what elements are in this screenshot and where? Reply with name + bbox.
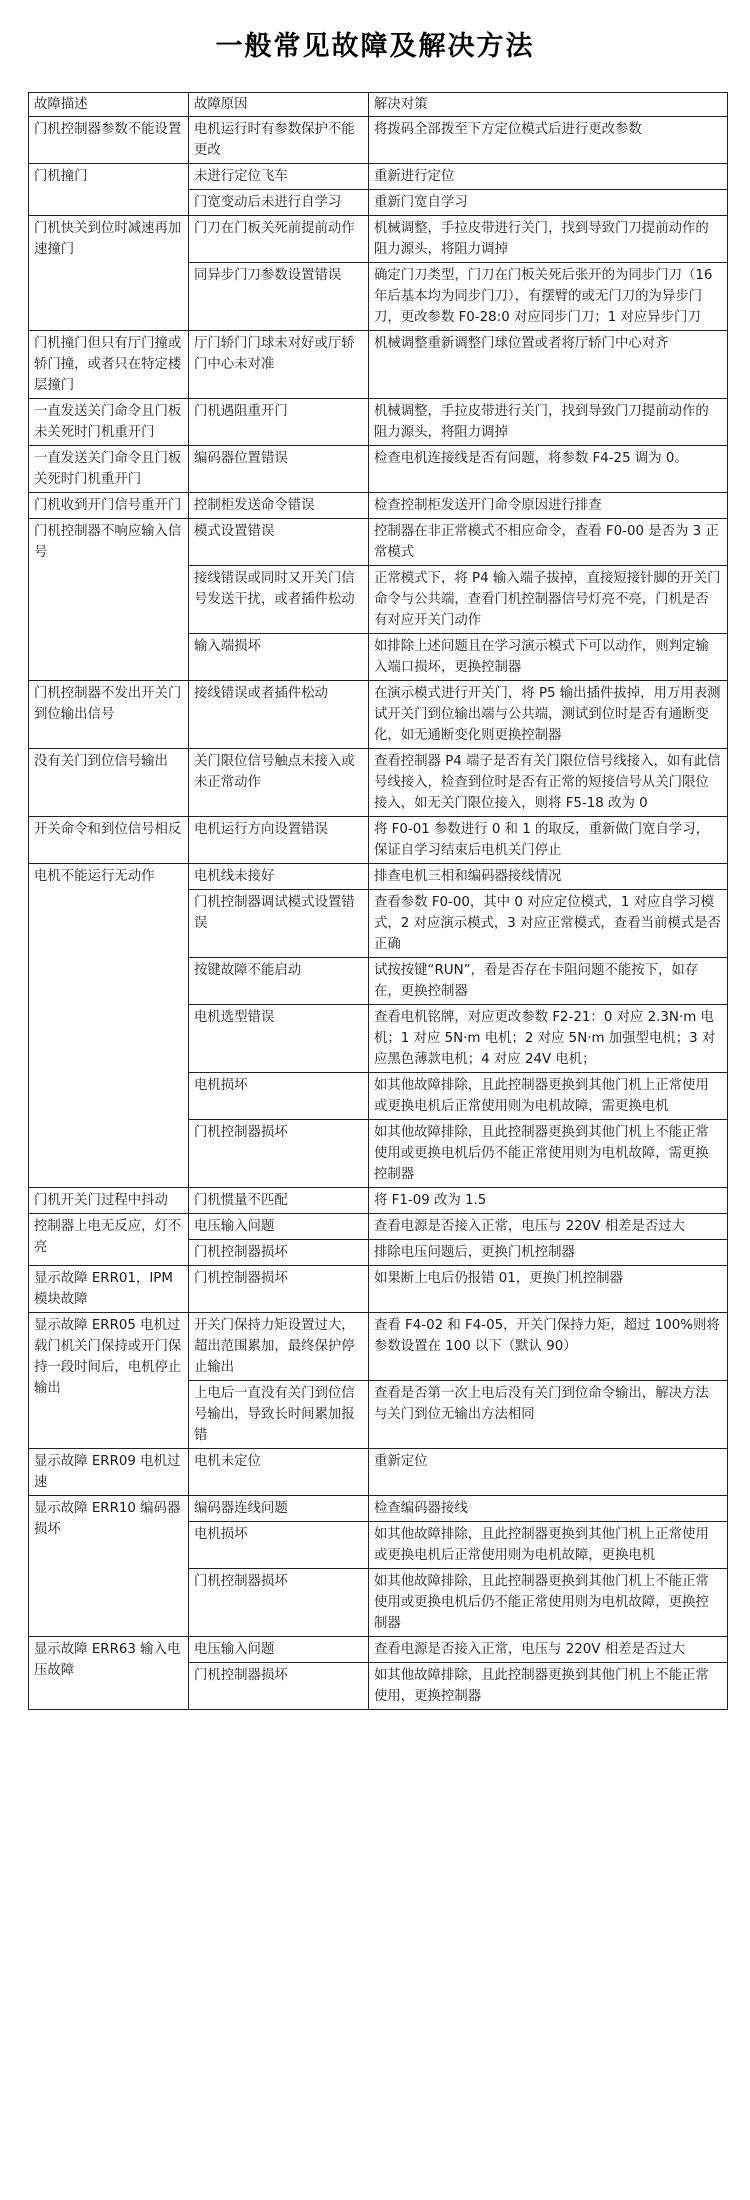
fault-cause-cell: 控制柜发送命令错误 <box>189 493 369 519</box>
fault-solution-cell: 如其他故障排除，且此控制器更换到其他门机上正常使用或更换电机后正常使用则为电机故障，更换电机 <box>369 1522 728 1569</box>
fault-table <box>28 92 728 1710</box>
fault-solution-cell: 如其他故障排除，且此控制器更换到其他门机上不能正常使用，更换控制器 <box>369 1663 728 1710</box>
header-row <box>29 93 728 117</box>
fault-cause-cell: 门机控制器损坏 <box>189 1240 369 1266</box>
fault-solution-cell: 正常模式下，将 P4 输入端子拔掉，直接短接针脚的开关门命令与公共端，查看门机控制器信号灯亮不亮，门机是否有对应开关门动作 <box>369 566 728 634</box>
fault-description-cell: 一直发送关门命令且门板未关死时门机重开门 <box>29 399 189 446</box>
fault-description-cell: 门机快关到位时减速再加速撞门 <box>29 216 189 331</box>
table-row <box>29 817 728 864</box>
fault-description-cell: 显示故障 ERR10 编码器损坏 <box>29 1496 189 1637</box>
fault-cause-cell: 接线错误或同时又开关门信号发送干扰，或者插件松动 <box>189 566 369 634</box>
fault-cause-cell: 同异步门刀参数设置错误 <box>189 263 369 331</box>
table-row <box>29 331 728 399</box>
fault-cause-cell: 电机未定位 <box>189 1449 369 1496</box>
table-row <box>29 493 728 519</box>
fault-cause-cell: 电机选型错误 <box>189 1005 369 1073</box>
fault-cause-cell: 门机控制器调试模式设置错误 <box>189 890 369 958</box>
fault-solution-cell: 如其他故障排除，且此控制器更换到其他门机上不能正常使用或更换电机后仍不能正常使用则为电机故障，更换控制器 <box>369 1569 728 1637</box>
fault-cause-cell: 电机线未接好 <box>189 864 369 890</box>
fault-cause-cell: 门机控制器损坏 <box>189 1120 369 1188</box>
fault-solution-cell: 查看控制器 P4 端子是否有关门限位信号线接入，如有此信号线接入，检查到位时是否有正常的短接信号从关门限位接入，如无关门限位接入，则将 F5-18 改为 0 <box>369 749 728 817</box>
fault-solution-cell: 如排除上述问题且在学习演示模式下可以动作，则判定输入端口损坏，更换控制器 <box>369 634 728 681</box>
fault-description-cell: 开关命令和到位信号相反 <box>29 817 189 864</box>
fault-solution-cell: 如其他故障排除，且此控制器更换到其他门机上不能正常使用或更换电机后仍不能正常使用则为电机故障，需更换控制器 <box>369 1120 728 1188</box>
fault-solution-cell: 查看电机铭牌，对应更改参数 F2-21：0 对应 2.3N·m 电机；1 对应 5N·m 电机；2 对应 5N·m 加强型电机；3 对应黑色薄款电机；4 对应 24V 电机； <box>369 1005 728 1073</box>
fault-solution-cell: 如其他故障排除，且此控制器更换到其他门机上正常使用或更换电机后正常使用则为电机故障，需更换电机 <box>369 1073 728 1120</box>
table-row <box>29 519 728 566</box>
fault-solution-cell: 查看电源是否接入正常，电压与 220V 相差是否过大 <box>369 1637 728 1663</box>
fault-solution-cell: 排除电压问题后，更换门机控制器 <box>369 1240 728 1266</box>
fault-cause-cell: 接线错误或者插件松动 <box>189 681 369 749</box>
fault-description-cell: 显示故障 ERR01，IPM 模块故障 <box>29 1266 189 1313</box>
fault-cause-cell: 编码器位置错误 <box>189 446 369 493</box>
fault-cause-cell: 门刀在门板关死前提前动作 <box>189 216 369 263</box>
table-row <box>29 446 728 493</box>
fault-cause-cell: 电机损坏 <box>189 1522 369 1569</box>
fault-cause-cell: 电机损坏 <box>189 1073 369 1120</box>
fault-cause-cell: 门机惯量不匹配 <box>189 1188 369 1214</box>
fault-description-cell: 没有关门到位信号输出 <box>29 749 189 817</box>
fault-solution-cell: 确定门刀类型，门刀在门板关死后张开的为同步门刀（16年后基本均为同步门刀），有摆臂的或无门刀的为异步门刀，更改参数 F0-28:0 对应同步门刀；1 对应异步门刀 <box>369 263 728 331</box>
fault-cause-cell: 门机控制器损坏 <box>189 1266 369 1313</box>
fault-solution-cell: 如果断上电后仍报错 01，更换门机控制器 <box>369 1266 728 1313</box>
fault-solution-cell: 检查编码器接线 <box>369 1496 728 1522</box>
fault-cause-cell: 上电后一直没有关门到位信号输出，导致长时间累加报错 <box>189 1381 369 1449</box>
fault-description-cell: 显示故障 ERR09 电机过速 <box>29 1449 189 1496</box>
fault-description-cell: 显示故障 ERR63 输入电压故障 <box>29 1637 189 1710</box>
table-row <box>29 1188 728 1214</box>
fault-description-cell: 电机不能运行无动作 <box>29 864 189 1188</box>
fault-cause-cell: 电机运行时有参数保护不能更改 <box>189 117 369 164</box>
fault-cause-cell: 输入端损坏 <box>189 634 369 681</box>
fault-solution-cell: 将 F0-01 参数进行 0 和 1 的取反，重新做门宽自学习，保证自学习结束后电机关门停止 <box>369 817 728 864</box>
fault-table-body <box>29 117 728 1710</box>
table-row <box>29 1266 728 1313</box>
table-row <box>29 681 728 749</box>
header-solution: 解决对策 <box>369 93 728 117</box>
fault-solution-cell: 控制器在非正常模式不相应命令，查看 F0-00 是否为 3 正常模式 <box>369 519 728 566</box>
table-row <box>29 1313 728 1381</box>
fault-solution-cell: 重新门宽自学习 <box>369 190 728 216</box>
fault-description-cell: 门机控制器不发出开关门到位输出信号 <box>29 681 189 749</box>
fault-cause-cell: 模式设置错误 <box>189 519 369 566</box>
fault-cause-cell: 未进行定位飞车 <box>189 164 369 190</box>
fault-description-cell: 门机开关门过程中抖动 <box>29 1188 189 1214</box>
fault-solution-cell: 重新进行定位 <box>369 164 728 190</box>
fault-solution-cell: 排查电机三相和编码器接线情况 <box>369 864 728 890</box>
fault-solution-cell: 在演示模式进行开关门，将 P5 输出插件拔掉，用万用表测试开关门到位输出端与公共端，测试到位时是否有通断变化，如无通断变化则更换控制器 <box>369 681 728 749</box>
fault-solution-cell: 查看 F4-02 和 F4-05，开关门保持力矩，超过 100%则将参数设置在 100 以下（默认 90） <box>369 1313 728 1381</box>
table-row <box>29 864 728 890</box>
table-row <box>29 164 728 190</box>
fault-cause-cell: 门宽变动后未进行自学习 <box>189 190 369 216</box>
fault-solution-cell: 试按按键“RUN”，看是否存在卡阻问题不能按下，如存在，更换控制器 <box>369 958 728 1005</box>
fault-solution-cell: 将拨码全部拨至下方定位模式后进行更改参数 <box>369 117 728 164</box>
fault-cause-cell: 厅门轿门门球未对好或厅轿门中心未对准 <box>189 331 369 399</box>
table-row <box>29 1496 728 1522</box>
fault-description-cell: 门机撞门 <box>29 164 189 216</box>
fault-solution-cell: 查看参数 F0-00，其中 0 对应定位模式，1 对应自学习模式，2 对应演示模式，3 对应正常模式，查看当前模式是否正确 <box>369 890 728 958</box>
fault-cause-cell: 门机控制器损坏 <box>189 1663 369 1710</box>
fault-description-cell: 门机控制器参数不能设置 <box>29 117 189 164</box>
header-description: 故障描述 <box>29 93 189 117</box>
table-row <box>29 117 728 164</box>
fault-cause-cell: 按键故障不能启动 <box>189 958 369 1005</box>
table-row <box>29 1214 728 1240</box>
fault-solution-cell: 机械调整重新调整门球位置或者将厅轿门中心对齐 <box>369 331 728 399</box>
header-cause: 故障原因 <box>189 93 369 117</box>
fault-cause-cell: 关门限位信号触点未接入或未正常动作 <box>189 749 369 817</box>
table-row <box>29 216 728 263</box>
fault-solution-cell: 检查电机连接线是否有问题，将参数 F4-25 调为 0。 <box>369 446 728 493</box>
fault-solution-cell: 重新定位 <box>369 1449 728 1496</box>
fault-solution-cell: 将 F1-09 改为 1.5 <box>369 1188 728 1214</box>
fault-description-cell: 门机控制器不响应输入信号 <box>29 519 189 681</box>
fault-solution-cell: 查看电源是否接入正常，电压与 220V 相差是否过大 <box>369 1214 728 1240</box>
table-row <box>29 1637 728 1663</box>
table-row <box>29 399 728 446</box>
fault-description-cell: 控制器上电无反应，灯不亮 <box>29 1214 189 1266</box>
fault-cause-cell: 开关门保持力矩设置过大，超出范围累加，最终保护停止输出 <box>189 1313 369 1381</box>
page-title: 一般常见故障及解决方法 <box>215 31 535 62</box>
fault-cause-cell: 电压输入问题 <box>189 1214 369 1240</box>
fault-cause-cell: 门机遇阻重开门 <box>189 399 369 446</box>
fault-solution-cell: 机械调整，手拉皮带进行关门，找到导致门刀提前动作的阻力源头，将阻力调掉 <box>369 399 728 446</box>
fault-description-cell: 门机收到开门信号重开门 <box>29 493 189 519</box>
fault-cause-cell: 电机运行方向设置错误 <box>189 817 369 864</box>
fault-description-cell: 门机撞门但只有厅门撞或轿门撞，或者只在特定楼层撞门 <box>29 331 189 399</box>
fault-description-cell: 显示故障 ERR05 电机过载门机关门保持或开门保持一段时间后，电机停止输出 <box>29 1313 189 1449</box>
fault-cause-cell: 编码器连线问题 <box>189 1496 369 1522</box>
fault-solution-cell: 检查控制柜发送开门命令原因进行排查 <box>369 493 728 519</box>
fault-solution-cell: 查看是否第一次上电后没有关门到位命令输出，解决方法与关门到位无输出方法相同 <box>369 1381 728 1449</box>
fault-description-cell: 一直发送关门命令且门板关死时门机重开门 <box>29 446 189 493</box>
fault-cause-cell: 门机控制器损坏 <box>189 1569 369 1637</box>
table-row <box>29 1449 728 1496</box>
table-row <box>29 749 728 817</box>
fault-solution-cell: 机械调整，手拉皮带进行关门，找到导致门刀提前动作的阻力源头，将阻力调掉 <box>369 216 728 263</box>
fault-cause-cell: 电压输入问题 <box>189 1637 369 1663</box>
